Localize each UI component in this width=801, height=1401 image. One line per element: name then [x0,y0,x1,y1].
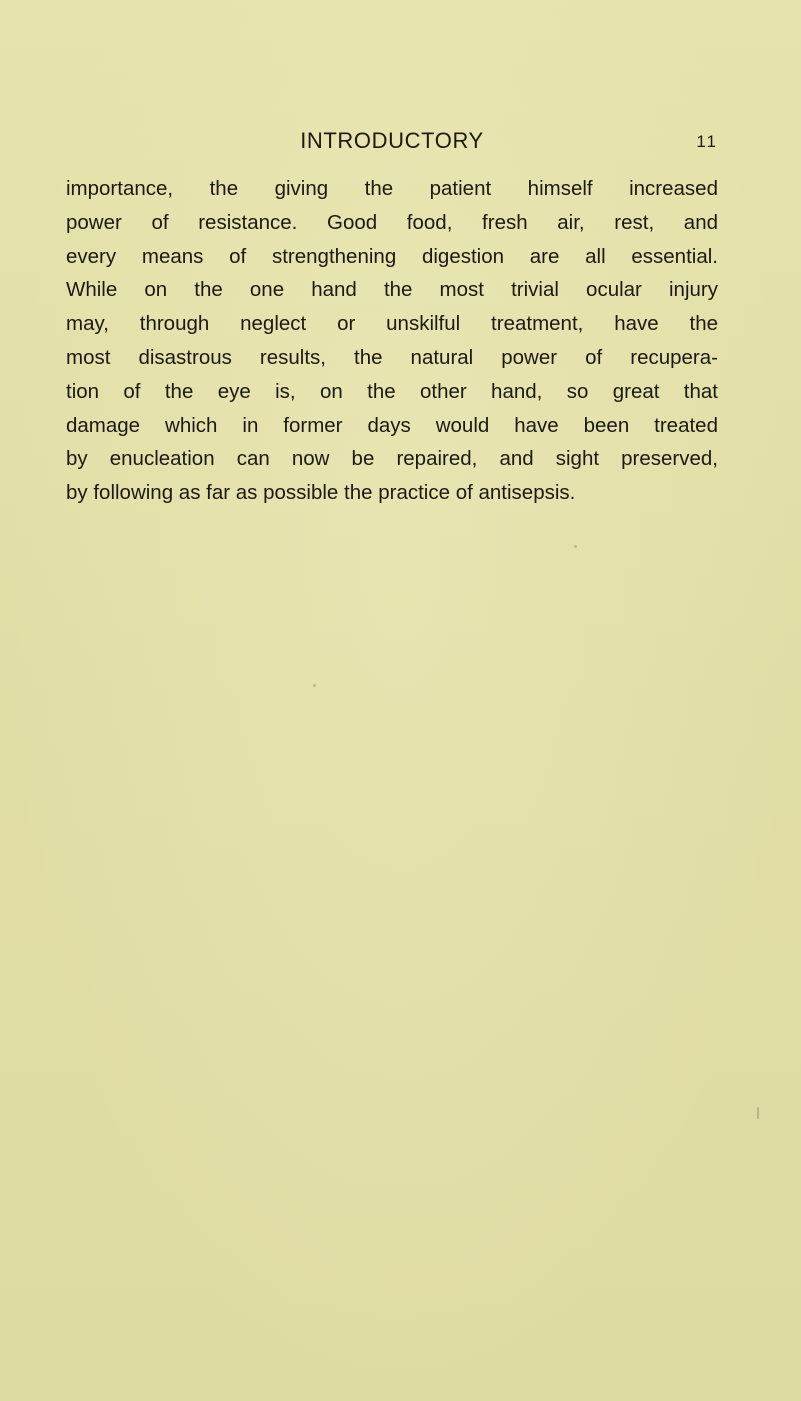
body-paragraph [66,172,718,510]
text-line: importance, the giving the patient himself increased [66,177,718,200]
paper-speck [574,545,577,548]
page-number: 11 [696,132,718,151]
paper-speck [313,684,316,687]
text-line: by following as far as possible the practice of antisepsis. [66,481,576,505]
paper-speck [757,1107,759,1119]
text-line: power of resistance. Good food, fresh air, rest, and [66,210,718,234]
text-line: tion of the eye is, on the other hand, so great that [66,379,718,403]
chapter-title: INTRODUCTORY [300,128,484,153]
text-line: by enucleation can now be repaired, and sight preserved, [66,447,718,471]
running-head [66,123,718,159]
text-line: every means of strengthening digestion are all essential. [66,244,718,268]
text-line: While on the one hand the most trivial ocular injury [66,278,718,302]
text-line: may, through neglect or unskilful treatment, have the [66,312,718,336]
text-line: most disastrous results, the natural power of recupera- [66,345,718,369]
text-line: damage which in former days would have been treated [66,413,718,437]
